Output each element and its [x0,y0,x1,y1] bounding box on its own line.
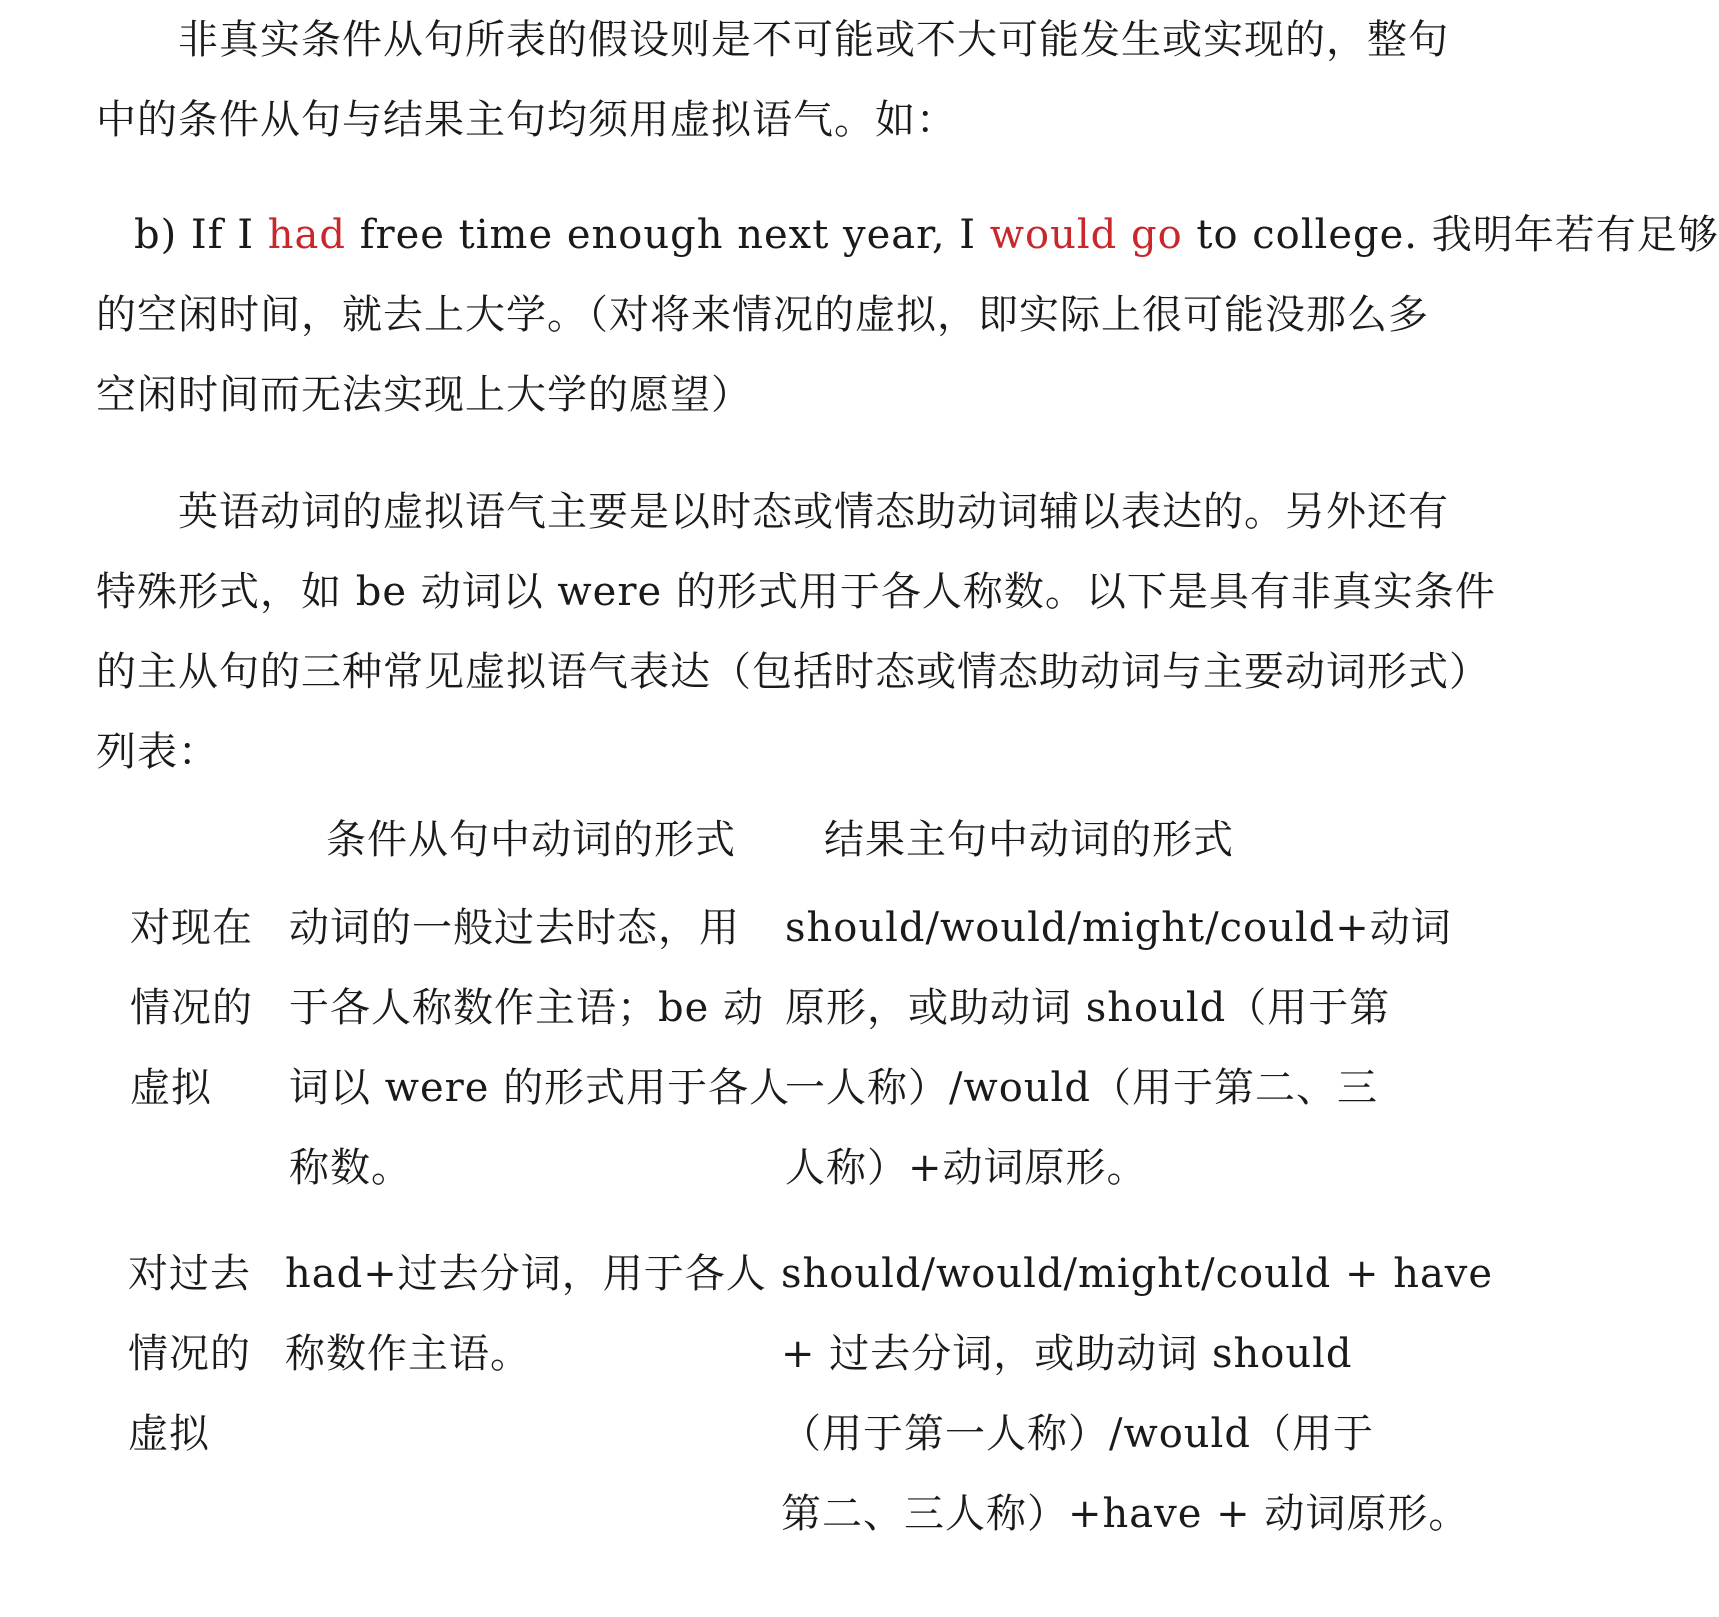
row-1-result-line-4: 人称）+动词原形。 [785,1145,1148,1191]
example-b-line-2: 的空闲时间，就去上大学。（对将来情况的虚拟，即实际上很可能没那么多 [96,292,1429,338]
row-1-condition-line-3: 词以 were 的形式用于各人 [289,1065,791,1111]
example-b-text-1: b) If I [134,212,268,258]
row-2-result-line-2: + 过去分词，或助动词 should [781,1331,1353,1377]
row-2-condition-line-1: had+过去分词，用于各人 [285,1251,767,1297]
paragraph-1-line-1: 非真实条件从句所表的假设则是不可能或不大可能发生或实现的，整句 [178,17,1449,63]
row-2-label-line-3: 虚拟 [128,1411,210,1457]
row-1-condition-line-4: 称数。 [289,1145,412,1191]
row-2-label-line-1: 对过去 [128,1251,251,1297]
paragraph-1-line-2: 中的条件从句与结果主句均须用虚拟语气。如： [96,97,957,143]
row-2-result-line-1: should/would/might/could + have [781,1251,1494,1297]
row-2-result-line-4: 第二、三人称）+have + 动词原形。 [781,1491,1470,1537]
row-1-condition-line-1: 动词的一般过去时态，用 [289,905,740,951]
row-1-result-line-1: should/would/might/could+动词 [785,905,1452,951]
example-b-text-3: to college. 我明年若有足够 [1182,212,1719,258]
example-b-line-1 [134,211,1719,259]
paragraph-2-line-4: 列表： [96,729,219,775]
example-b-line-3: 空闲时间而无法实现上大学的愿望） [96,372,752,418]
row-1-result-line-2: 原形，或助动词 should（用于第 [785,985,1391,1031]
row-1-condition-line-2: 于各人称数作主语；be 动 [289,985,764,1031]
row-1-result-line-3: 一人称）/would（用于第二、三 [785,1065,1378,1111]
row-1-label-line-1: 对现在 [130,905,253,951]
table-header-condition: 条件从句中动词的形式 [326,817,736,863]
example-b-highlight-would-go: would go [989,212,1183,258]
paragraph-2-line-1: 英语动词的虚拟语气主要是以时态或情态助动词辅以表达的。另外还有 [178,489,1449,535]
table-header-result: 结果主句中动词的形式 [824,817,1234,863]
row-1-label-line-2: 情况的 [130,985,253,1031]
paragraph-2-line-2: 特殊形式，如 be 动词以 were 的形式用于各人称数。以下是具有非真实条件 [96,569,1496,615]
row-2-label-line-2: 情况的 [128,1331,251,1377]
paragraph-2-line-3: 的主从句的三种常见虚拟语气表达（包括时态或情态助动词与主要动词形式） [96,649,1490,695]
row-2-result-line-3: （用于第一人称）/would（用于 [781,1411,1374,1457]
row-2-condition-line-2: 称数作主语。 [285,1331,531,1377]
example-b-highlight-had: had [267,212,346,258]
example-b-text-2: free time enough next year, I [345,212,990,258]
row-1-label-line-3: 虚拟 [130,1065,212,1111]
